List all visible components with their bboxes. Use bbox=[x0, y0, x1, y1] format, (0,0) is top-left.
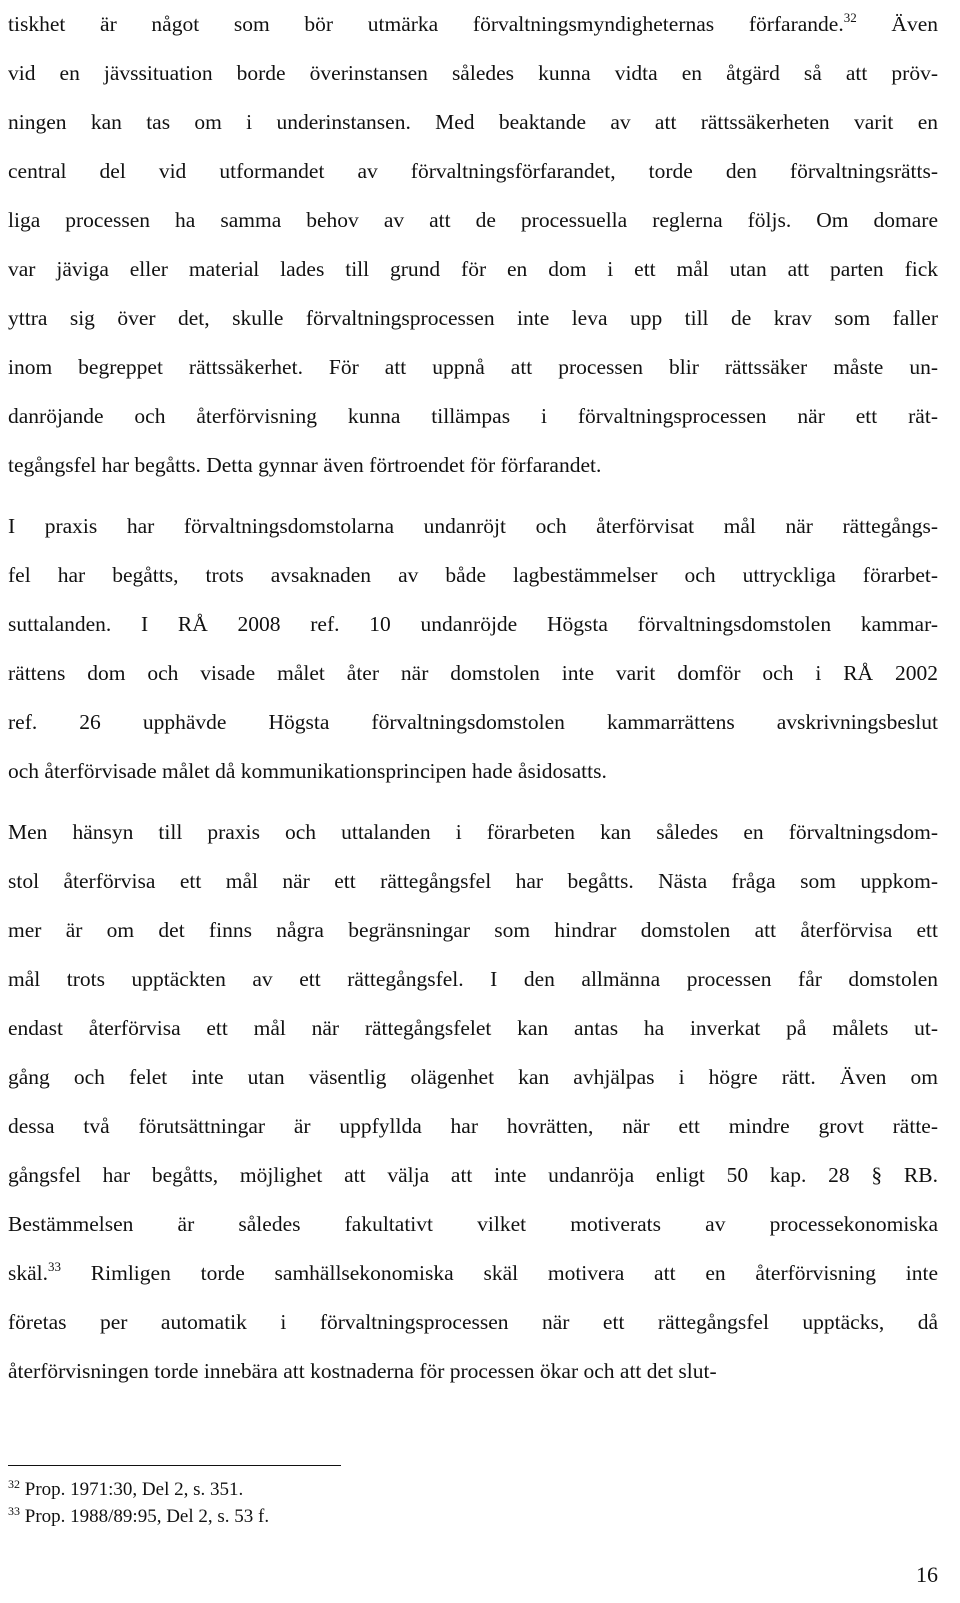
footnote-number: 32 bbox=[8, 1477, 20, 1491]
text-line bbox=[8, 808, 938, 857]
text-line bbox=[8, 245, 938, 294]
line-text: tegångsfel har begåtts. Detta gynnar även förtroendet för förfarandet. bbox=[8, 453, 602, 477]
text-line bbox=[8, 906, 938, 955]
line-text: endast återförvisa ett mål när rättegångsfelet kan antas ha inverkat på målets ut- bbox=[8, 1016, 938, 1040]
line-text: inom begreppet rättssäkerhet. För att uppnå att processen blir rättssäker måste un- bbox=[8, 355, 938, 379]
line-text: stol återförvisa ett mål när ett rättegångsfel har begåtts. Nästa fråga som uppkom- bbox=[8, 869, 938, 893]
line-text: I praxis har förvaltningsdomstolarna undanröjt och återförvisat mål när rättegångs- bbox=[8, 514, 938, 538]
text-line bbox=[8, 600, 938, 649]
footnote-reference[interactable]: 32 bbox=[843, 10, 857, 25]
line-text: ref. 26 upphävde Högsta förvaltningsdomstolen kammarrättens avskrivningsbeslut bbox=[8, 710, 938, 734]
footnote-text: Prop. 1971:30, Del 2, s. 351. bbox=[20, 1479, 244, 1500]
text-line bbox=[8, 502, 938, 551]
text-line bbox=[8, 441, 938, 490]
footnote-number: 33 bbox=[8, 1504, 20, 1518]
text-line bbox=[8, 1102, 938, 1151]
footnote bbox=[8, 1476, 908, 1503]
text-line bbox=[8, 955, 938, 1004]
line-text: återförvisningen torde innebära att kostnaderna för processen ökar och att det slut- bbox=[8, 1359, 717, 1383]
line-text-continued: Även bbox=[856, 12, 938, 36]
line-text: tiskhet är något som bör utmärka förvaltningsmyndigheternas förfarande. bbox=[8, 12, 844, 36]
line-text: och återförvisade målet då kommunikationsprincipen hade åsidosatts. bbox=[8, 759, 607, 783]
footnote bbox=[8, 1503, 908, 1530]
body-text bbox=[8, 0, 938, 1396]
text-line bbox=[8, 392, 938, 441]
line-text: Bestämmelsen är således fakultativt vilket motiverats av processekonomiska bbox=[8, 1212, 938, 1236]
text-line bbox=[8, 49, 938, 98]
text-line bbox=[8, 147, 938, 196]
text-line bbox=[8, 1298, 938, 1347]
text-line bbox=[8, 1151, 938, 1200]
page-number: 16 bbox=[916, 1562, 938, 1587]
text-line bbox=[8, 1053, 938, 1102]
paragraph bbox=[8, 502, 938, 796]
text-line bbox=[8, 1249, 938, 1298]
line-text: dessa två förutsättningar är uppfyllda har hovrätten, när ett mindre grovt rätte- bbox=[8, 1114, 938, 1138]
footnote-text: Prop. 1988/89:95, Del 2, s. 53 f. bbox=[20, 1506, 270, 1527]
line-text: företas per automatik i förvaltningsprocessen när ett rättegångsfel upptäcks, då bbox=[8, 1310, 938, 1334]
line-text: yttra sig över det, skulle förvaltningsprocessen inte leva upp till de krav som faller bbox=[8, 306, 938, 330]
line-text: Men hänsyn till praxis och uttalanden i förarbeten kan således en förvaltningsdom- bbox=[8, 820, 938, 844]
footnote-separator bbox=[8, 1465, 341, 1466]
line-text: vid en jävssituation borde överinstansen således kunna vidta en åtgärd så att pröv- bbox=[8, 61, 938, 85]
line-text: suttalanden. I RÅ 2008 ref. 10 undanröjde Högsta förvaltningsdomstolen kammar- bbox=[8, 612, 938, 636]
text-line bbox=[8, 0, 938, 49]
line-text: central del vid utformandet av förvaltningsförfarandet, torde den förvaltningsrätts- bbox=[8, 159, 938, 183]
text-line bbox=[8, 747, 938, 796]
paragraph bbox=[8, 0, 938, 490]
footnote-reference[interactable]: 33 bbox=[48, 1259, 62, 1274]
text-line bbox=[8, 649, 938, 698]
line-text: mer är om det finns några begränsningar som hindrar domstolen att återförvisa ett bbox=[8, 918, 938, 942]
paragraph bbox=[8, 808, 938, 1396]
line-text: rättens dom och visade målet åter när domstolen inte varit domför och i RÅ 2002 bbox=[8, 661, 938, 685]
text-line bbox=[8, 1347, 938, 1396]
line-text: gång och felet inte utan väsentlig olägenhet kan avhjälpas i högre rätt. Även om bbox=[8, 1065, 938, 1089]
line-text: skäl. bbox=[8, 1261, 49, 1285]
text-line bbox=[8, 294, 938, 343]
line-text: danröjande och återförvisning kunna tillämpas i förvaltningsprocessen när ett rät- bbox=[8, 404, 938, 428]
text-line bbox=[8, 343, 938, 392]
line-text: liga processen ha samma behov av att de processuella reglerna följs. Om domare bbox=[8, 208, 938, 232]
line-text: gångsfel har begåtts, möjlighet att välja att inte undanröja enligt 50 kap. 28 § RB. bbox=[8, 1163, 938, 1187]
line-text-continued: Rimligen torde samhällsekonomiska skäl motivera att en återförvisning inte bbox=[61, 1261, 938, 1285]
text-line bbox=[8, 1004, 938, 1053]
text-line bbox=[8, 196, 938, 245]
text-line bbox=[8, 857, 938, 906]
text-line bbox=[8, 98, 938, 147]
footnotes bbox=[8, 1476, 908, 1530]
text-line bbox=[8, 1200, 938, 1249]
line-text: var jäviga eller material lades till grund för en dom i ett mål utan att parten fick bbox=[8, 257, 938, 281]
text-line bbox=[8, 698, 938, 747]
text-line bbox=[8, 551, 938, 600]
line-text: ningen kan tas om i underinstansen. Med beaktande av att rättssäkerheten varit en bbox=[8, 110, 938, 134]
line-text: fel har begåtts, trots avsaknaden av både lagbestämmelser och uttryckliga förarbet- bbox=[8, 563, 938, 587]
line-text: mål trots upptäckten av ett rättegångsfel. I den allmänna processen får domstolen bbox=[8, 967, 938, 991]
